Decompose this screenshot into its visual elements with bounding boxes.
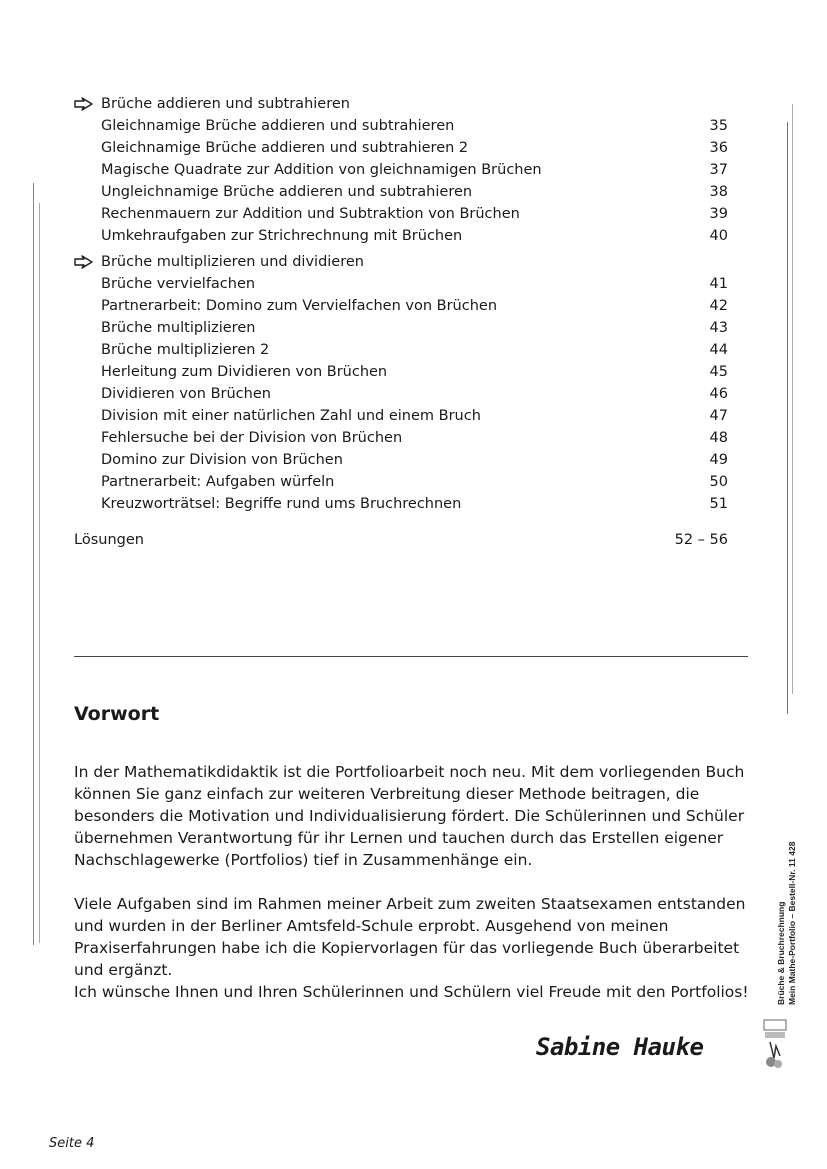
margin-line — [39, 203, 40, 943]
toc-entry-page: 49 — [709, 452, 728, 468]
toc-entry — [74, 115, 728, 137]
toc-entry-page: 47 — [709, 408, 728, 424]
toc-entry — [74, 361, 728, 383]
toc-entry-label: Ungleichnamige Brüche addieren und subtrahieren — [101, 184, 473, 200]
toc-solutions-entry — [74, 529, 728, 551]
toc-entry — [74, 405, 728, 427]
toc-entry-label: Partnerarbeit: Domino zum Vervielfachen von Brüchen — [101, 298, 498, 314]
preface-paragraph: Viele Aufgaben sind im Rahmen meiner Arbeit zum zweiten Staatsexamen entstanden und wurden in der Berliner Amtsfeld-Schule erprobt. Ausgehend von meinen Praxiserfahrungen habe ich die Kopiervorlagen für das vorliegende Buch überarbeitet und ergänzt. — [74, 895, 746, 979]
toc-entry-page: 42 — [709, 298, 728, 314]
toc-entry-page: 43 — [709, 320, 728, 336]
toc-solutions-pages: 52 – 56 — [674, 532, 728, 548]
toc-entry — [74, 383, 728, 405]
toc-entry — [74, 493, 728, 515]
publisher-logo-icon — [762, 1018, 788, 1070]
toc-entry-label: Fehlersuche bei der Division von Brüchen — [101, 430, 403, 446]
toc-entry-label: Partnerarbeit: Aufgaben würfeln — [101, 474, 335, 490]
toc-entry-label: Brüche multiplizieren 2 — [101, 342, 270, 358]
toc-entry — [74, 137, 728, 159]
toc-entry-page: 38 — [709, 184, 728, 200]
toc-entry — [74, 295, 728, 317]
toc-entry-label: Domino zur Division von Brüchen — [101, 452, 343, 468]
toc-entry-label: Brüche multiplizieren — [101, 320, 256, 336]
toc-entry-label: Division mit einer natürlichen Zahl und einem Bruch — [101, 408, 481, 424]
toc-entry-page: 46 — [709, 386, 728, 402]
toc-entry — [74, 427, 728, 449]
toc-entry-label: Gleichnamige Brüche addieren und subtrahieren 2 — [101, 140, 469, 156]
toc-entry-page: 50 — [709, 474, 728, 490]
toc-entry-page: 41 — [709, 276, 728, 292]
toc-entry — [74, 273, 728, 295]
toc-entry-page: 51 — [709, 496, 728, 512]
toc-section-title: Brüche addieren und subtrahieren — [101, 96, 350, 112]
toc-section-heading — [74, 93, 728, 115]
side-imprint — [776, 805, 798, 1005]
toc-entry-page: 37 — [709, 162, 728, 178]
hand-arrow-icon — [74, 254, 94, 270]
toc-section-title: Brüche multiplizieren und dividieren — [101, 254, 364, 270]
side-imprint-order: Mein Mathe-Portfolio – Bestell-Nr. 11 428 — [787, 841, 797, 1005]
toc-entry — [74, 449, 728, 471]
toc-entry — [74, 225, 728, 247]
toc-entry-page: 36 — [709, 140, 728, 156]
toc-entry-page: 44 — [709, 342, 728, 358]
hand-arrow-icon — [74, 96, 94, 112]
toc-entry-label: Brüche vervielfachen — [101, 276, 256, 292]
toc-entry-page: 48 — [709, 430, 728, 446]
toc-entry-label: Gleichnamige Brüche addieren und subtrahieren — [101, 118, 455, 134]
toc-entry — [74, 317, 728, 339]
preface-paragraph: In der Mathematikdidaktik ist die Portfolioarbeit noch neu. Mit dem vorliegenden Buch können Sie ganz einfach zur weiteren Verbreitung dieser Methode beitragen, die besonders die Motivation und Individualisierung fördert. Die Schülerinnen und Schüler übernehmen Verantwortung für ihr Lernen und tauchen durch das Erstellen eigener Nachschlagewerke (Portfolios) tief in Zusammenhänge ein. — [74, 763, 745, 869]
toc-entry-label: Magische Quadrate zur Addition von gleichnamigen Brüchen — [101, 162, 542, 178]
toc-entry — [74, 339, 728, 361]
toc-entry — [74, 181, 728, 203]
toc-solutions-label: Lösungen — [74, 532, 144, 548]
section-divider — [74, 656, 748, 657]
toc-entry-label: Dividieren von Brüchen — [101, 386, 271, 402]
side-imprint-title: Brüche & Bruchrechnung — [776, 901, 786, 1005]
margin-line — [792, 104, 793, 694]
toc-entry — [74, 203, 728, 225]
author-signature: Sabine Hauke — [536, 1033, 704, 1061]
toc-entry — [74, 471, 728, 493]
toc-entry-label: Kreuzworträtsel: Begriffe rund ums Bruchrechnen — [101, 496, 462, 512]
margin-line — [33, 183, 34, 945]
toc-entry-label: Rechenmauern zur Addition und Subtraktion von Brüchen — [101, 206, 520, 222]
toc-entry-page: 45 — [709, 364, 728, 380]
preface-heading: Vorwort — [74, 703, 160, 725]
table-of-contents — [74, 93, 728, 551]
toc-entry-label: Umkehraufgaben zur Strichrechnung mit Brüchen — [101, 228, 463, 244]
toc-entry-page: 39 — [709, 206, 728, 222]
preface-text — [74, 761, 754, 1003]
margin-line — [787, 122, 788, 714]
toc-entry-page: 40 — [709, 228, 728, 244]
toc-entry — [74, 159, 728, 181]
toc-entry-page: 35 — [709, 118, 728, 134]
preface-paragraph: Ich wünsche Ihnen und Ihren Schülerinnen und Schülern viel Freude mit den Portfolios! — [74, 983, 749, 1001]
toc-section-heading — [74, 251, 728, 273]
toc-entry-label: Herleitung zum Dividieren von Brüchen — [101, 364, 388, 380]
page-number: Seite 4 — [49, 1136, 95, 1151]
